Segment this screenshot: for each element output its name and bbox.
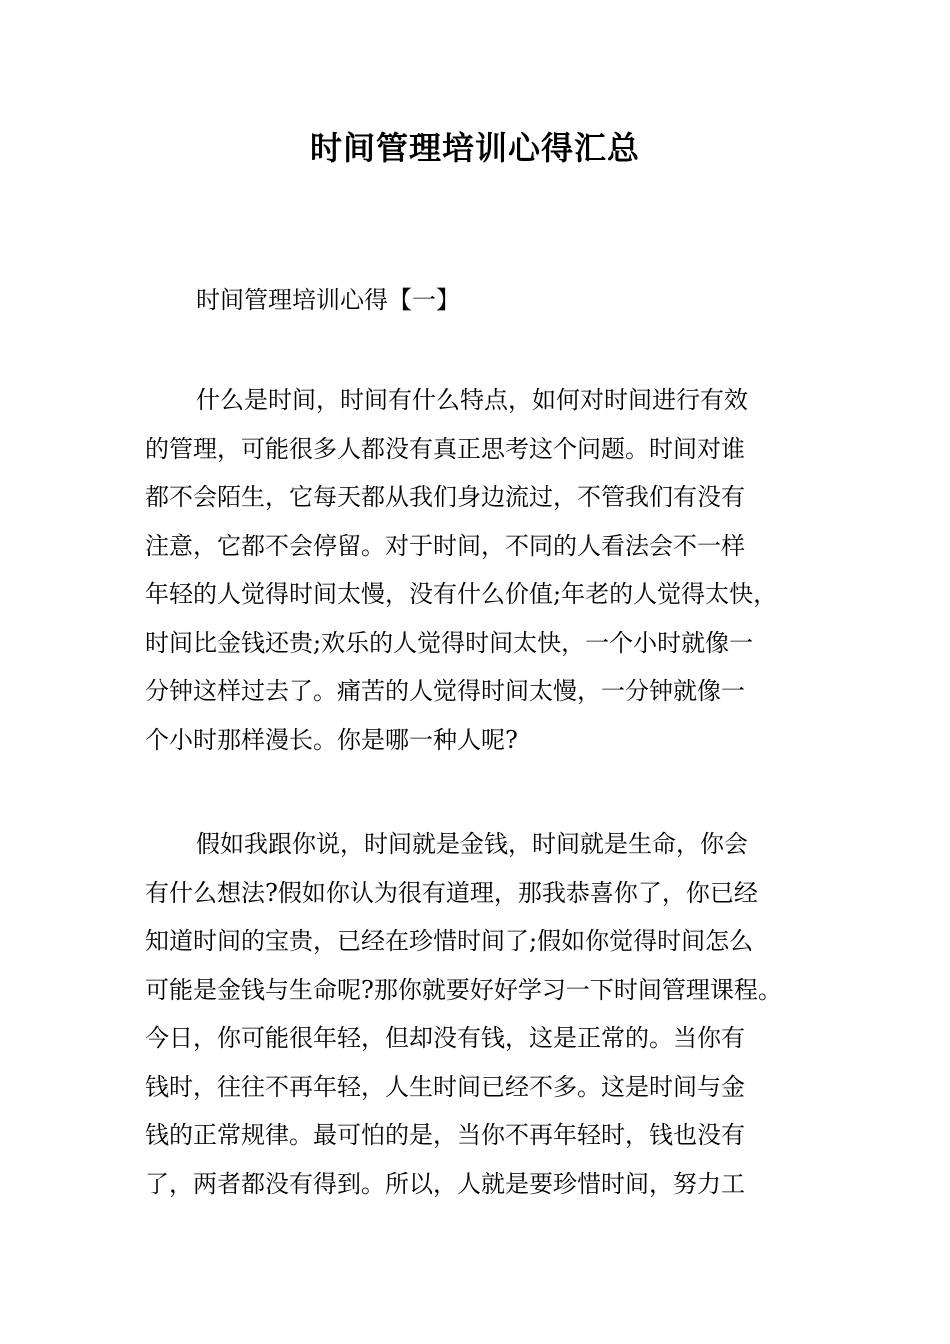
paragraph-2	[145, 820, 825, 1208]
paragraph-line: 可能是金钱与生命呢?那你就要好好学习一下时间管理课程。	[145, 975, 782, 1004]
paragraph-line: 个小时那样漫长。你是哪一种人呢?	[145, 725, 518, 754]
paragraph-line: 钱时，往往不再年轻，人生时间已经不多。这是时间与金	[145, 1072, 745, 1101]
paragraph-line: 假如我跟你说，时间就是金钱，时间就是生命，你会	[196, 830, 748, 858]
paragraph-line: 钱的正常规律。最可怕的是，当你不再年轻时，钱也没有	[145, 1121, 745, 1149]
paragraph-1	[145, 376, 825, 764]
paragraph-line: 时间比金钱还贵;欢乐的人觉得时间太快，一个小时就像一	[145, 628, 754, 657]
paragraph-line: 知道时间的宝贵，已经在珍惜时间了;假如你觉得时间怎么	[145, 927, 754, 955]
paragraph-line: 的管理，可能很多人都没有真正思考这个问题。时间对谁	[145, 434, 745, 463]
paragraph-line: 了，两者都没有得到。所以，人就是要珍惜时间，努力工	[145, 1169, 745, 1198]
paragraph-line: 什么是时间，时间有什么特点，如何对时间进行有效	[196, 386, 748, 414]
paragraph-line: 有什么想法?假如你认为很有道理，那我恭喜你了，你已经	[145, 878, 758, 907]
paragraph-line: 今日，你可能很年轻，但却没有钱，这是正常的。当你有	[145, 1024, 745, 1052]
section-heading: 时间管理培训心得【一】	[196, 286, 460, 314]
document-title: 时间管理培训心得汇总	[309, 129, 640, 167]
paragraph-line: 都不会陌生，它每天都从我们身边流过，不管我们有没有	[145, 483, 745, 511]
paragraph-line: 分钟这样过去了。痛苦的人觉得时间太慢，一分钟就像一	[145, 677, 745, 705]
paragraph-line: 注意，它都不会停留。对于时间，不同的人看法会不一样	[145, 531, 745, 560]
paragraph-line: 年轻的人觉得时间太慢，没有什么价值;年老的人觉得太快，	[145, 580, 778, 608]
